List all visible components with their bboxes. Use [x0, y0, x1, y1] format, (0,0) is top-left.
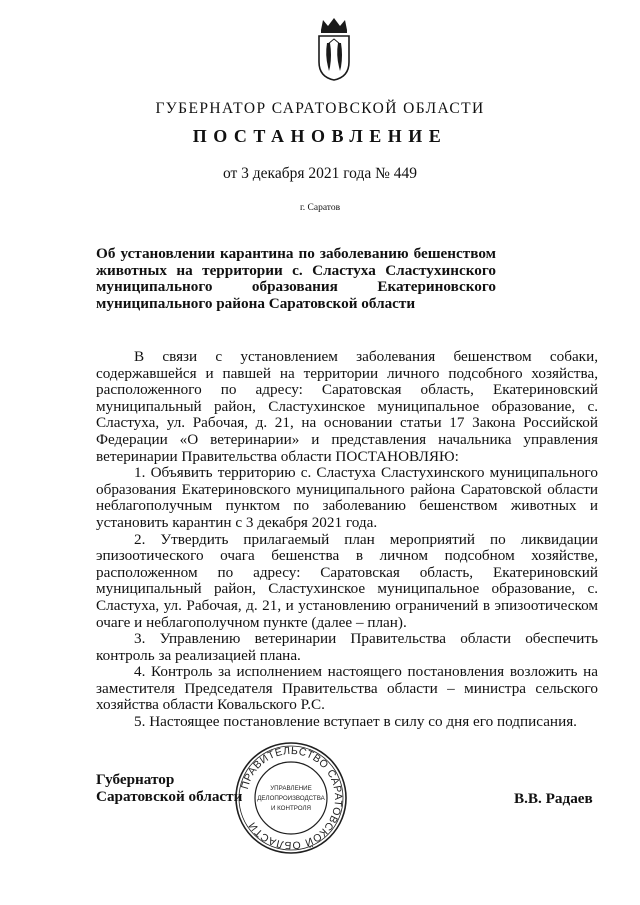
signatory-name: В.В. Радаев — [514, 790, 593, 807]
document-city: г. Саратов — [299, 203, 341, 213]
coat-of-arms-icon — [317, 17, 351, 81]
official-stamp — [233, 740, 349, 856]
body-paragraph-preamble: В связи с установлением заболевания бешенством собаки, содержавшейся и павшей на территории личного подсобного хозяйства, расположенного по адресу: Саратовская область, Екатериновский муниципальный район, Сластухинское муниципальное образование, с. Сластуха, ул. Рабочая, д. 21, на основании статьи 17 Закона Российской Федерации «О ветеринарии» и представления начальника управления ветеринарии Правительства области ПОСТАНОВЛЯЮ: — [96, 348, 598, 465]
body-paragraph-item-3: 3. Управлению ветеринарии Правительства области обеспечить контроль за реализацией плана. — [96, 630, 598, 664]
document-type-title: ПОСТАНОВЛЕНИЕ — [192, 126, 448, 146]
stamp-center-line-1: УПРАВЛЕНИЕ — [270, 785, 312, 792]
body-paragraph-item-4: 4. Контроль за исполнением настоящего постановления возложить на заместителя Председателя Правительства области – министра сельского хозяйства области Ковальского Р.С. — [96, 663, 598, 714]
signatory-title-line-2: Саратовской области — [96, 788, 243, 805]
stamp-center-line-2: ДЕЛОПРОИЗВОДСТВА — [257, 795, 325, 802]
document-date-number: от 3 декабря 2021 года № 449 — [222, 165, 418, 182]
body-paragraph-item-2: 2. Утвердить прилагаемый план мероприятий по ликвидации эпизоотического очага бешенства в личном подсобном хозяйстве, расположенном по адресу: Саратовская область, Екатериновский муниципальный район, Сластухинское муниципальное образование, с. Сластуха, ул. Рабочая, д. 21, и установлению ограничений в эпизоотическом очаге и неблагополучном пункте (далее – план). — [96, 530, 598, 631]
stamp-center-line-3: И КОНТРОЛЯ — [270, 805, 312, 812]
signatory-title — [96, 771, 242, 805]
document-subject: Об установлении карантина по заболеванию бешенством животных на территории с. Сластуха Сластухинского муниципального образования Екатериновского муниципального района Саратовской области — [96, 245, 496, 312]
signatory-title-line-1: Губернатор — [96, 771, 175, 788]
body-paragraph-item-1: 1. Объявить территорию с. Сластуха Сластухинского муниципального образования Екатериновского муниципального района Саратовской области неблагополучным пунктом по заболеванию бешенством животных и установить карантин с 3 декабря 2021 года. — [96, 464, 598, 531]
issuer-heading: ГУБЕРНАТОР САРАТОВСКОЙ ОБЛАСТИ — [155, 100, 485, 117]
stamp-ring-text: ПРАВИТЕЛЬСТВО САРАТОВСКОЙ ОБЛАСТИ — [238, 744, 345, 852]
body-paragraph-item-5: 5. Настоящее постановление вступает в силу со дня его подписания. — [134, 713, 577, 731]
document-body — [96, 349, 598, 731]
